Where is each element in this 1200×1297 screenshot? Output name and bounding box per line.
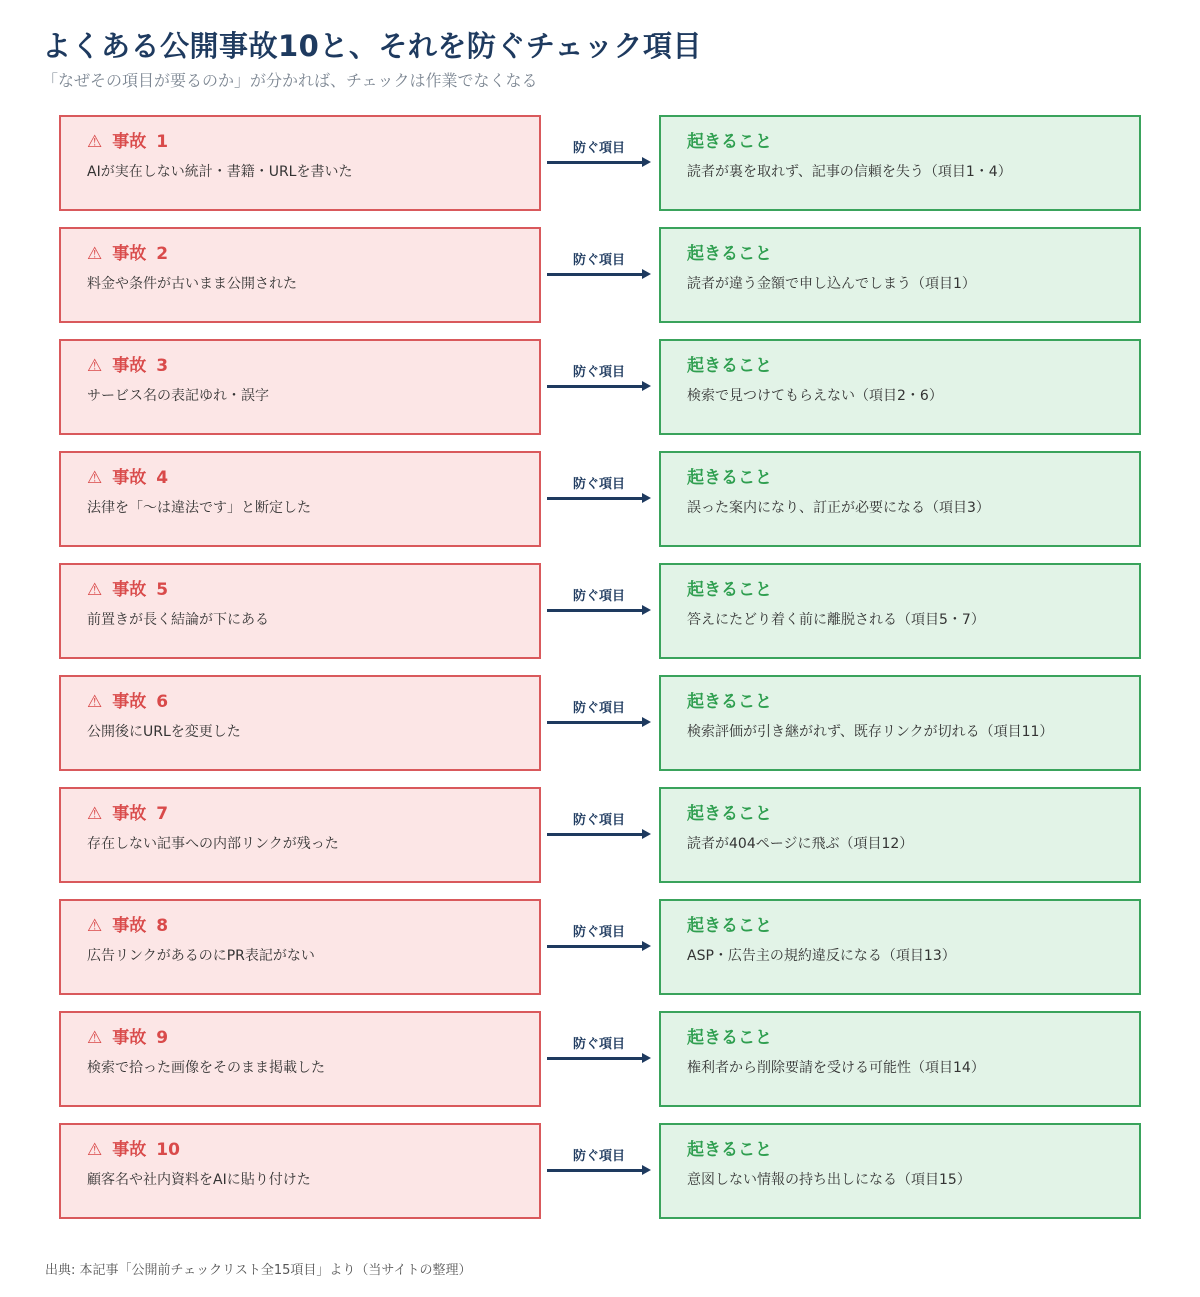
incident-row [0,563,1200,659]
result-card [659,675,1141,771]
arrow-right-icon [547,721,643,724]
result-text: 答えにたどり着く前に離脱される（項目5・7） [687,612,985,628]
arrow-right-icon [547,1169,643,1172]
result-text: 誤った案内になり、訂正が必要になる（項目3） [687,500,990,516]
source-note: 出典: 本記事「公開前チェックリスト全15項目」より（当サイトの整理） [45,1263,472,1278]
incident-card [59,899,541,995]
connector-label: 防ぐ項目 [572,701,625,716]
connector [547,361,655,391]
result-card [659,115,1141,211]
incident-row [0,339,1200,435]
incident-number: 5 [156,580,169,600]
result-card [659,899,1141,995]
incident-row [0,1011,1200,1107]
arrow-right-icon [547,1057,643,1060]
warning-icon: ⚠ [87,468,103,488]
incident-prefix: 事故 [112,356,147,376]
incident-prefix: 事故 [112,244,147,264]
page-title: よくある公開事故10と、それを防ぐチェック項目 [42,29,702,63]
warning-icon: ⚠ [87,580,103,600]
incident-title [87,355,513,377]
connector [547,137,655,167]
incident-card [59,787,541,883]
incident-card [59,227,541,323]
incident-card [59,115,541,211]
result-title: 起きること [687,244,772,264]
result-card [659,1011,1141,1107]
incident-prefix: 事故 [112,1140,147,1160]
result-card [659,563,1141,659]
incident-text: 広告リンクがあるのにPR表記がない [87,948,315,964]
incident-number: 1 [156,132,169,152]
warning-icon: ⚠ [87,132,103,152]
incident-prefix: 事故 [112,132,147,152]
incident-number: 10 [156,1140,180,1160]
result-title: 起きること [687,804,772,824]
connector-label: 防ぐ項目 [572,141,625,156]
connector [547,1033,655,1063]
incident-text: サービス名の表記ゆれ・誤字 [87,388,269,404]
result-card [659,451,1141,547]
result-text: ASP・広告主の規約違反になる（項目13） [687,948,956,964]
incident-text: 法律を「〜は違法です」と断定した [87,500,311,516]
incident-title [87,691,513,713]
result-text: 意図しない情報の持ち出しになる（項目15） [687,1172,971,1188]
incident-card [59,339,541,435]
incident-title [87,243,513,265]
result-title: 起きること [687,916,772,936]
incident-card [59,1123,541,1219]
connector [547,697,655,727]
incident-row [0,115,1200,211]
connector-label: 防ぐ項目 [572,925,625,940]
result-title: 起きること [687,132,772,152]
connector [547,921,655,951]
result-title: 起きること [687,356,772,376]
incident-card [59,675,541,771]
arrow-right-icon [547,161,643,164]
warning-icon: ⚠ [87,916,103,936]
result-title: 起きること [687,468,772,488]
result-text: 権利者から削除要請を受ける可能性（項目14） [687,1060,985,1076]
incident-prefix: 事故 [112,916,147,936]
incident-prefix: 事故 [112,468,147,488]
incident-number: 7 [156,804,169,824]
arrow-head [642,1053,651,1063]
arrow-head [642,1165,651,1175]
incident-text: 顧客名や社内資料をAIに貼り付けた [87,1172,311,1188]
warning-icon: ⚠ [87,804,103,824]
result-title: 起きること [687,692,772,712]
result-title: 起きること [687,1140,772,1160]
incident-text: AIが実在しない統計・書籍・URLを書いた [87,164,353,180]
warning-icon: ⚠ [87,692,103,712]
incident-text: 料金や条件が古いまま公開された [87,276,297,292]
incident-row [0,787,1200,883]
arrow-head [642,157,651,167]
arrow-right-icon [547,833,643,836]
result-text: 検索評価が引き継がれず、既存リンクが切れる（項目11） [687,724,1054,740]
incident-title [87,131,513,153]
incident-row [0,675,1200,771]
result-card [659,227,1141,323]
arrow-right-icon [547,273,643,276]
incident-number: 2 [156,244,169,264]
incident-text: 前置きが長く結論が下にある [87,612,269,628]
incident-card [59,1011,541,1107]
incident-row [0,227,1200,323]
result-card [659,1123,1141,1219]
incident-text: 検索で拾った画像をそのまま掲載した [87,1060,325,1076]
result-title: 起きること [687,1028,772,1048]
incident-prefix: 事故 [112,692,147,712]
arrow-head [642,941,651,951]
arrow-head [642,829,651,839]
incident-number: 6 [156,692,169,712]
arrow-right-icon [547,497,643,500]
arrow-head [642,381,651,391]
warning-icon: ⚠ [87,244,103,264]
result-text: 読者が裏を取れず、記事の信頼を失う（項目1・4） [687,164,1012,180]
warning-icon: ⚠ [87,1140,103,1160]
incident-title [87,467,513,489]
incident-card [59,563,541,659]
result-card [659,339,1141,435]
incident-row [0,1123,1200,1219]
incident-prefix: 事故 [112,804,147,824]
incident-title [87,1027,513,1049]
incident-text: 存在しない記事への内部リンクが残った [87,836,339,852]
incident-text: 公開後にURLを変更した [87,724,241,740]
incident-title [87,1139,513,1161]
connector [547,473,655,503]
connector-label: 防ぐ項目 [572,813,625,828]
connector-label: 防ぐ項目 [572,477,625,492]
incident-prefix: 事故 [112,1028,147,1048]
incident-row [0,451,1200,547]
connector [547,809,655,839]
incident-card [59,451,541,547]
connector [547,249,655,279]
arrow-head [642,605,651,615]
result-title: 起きること [687,580,772,600]
arrow-right-icon [547,385,643,388]
arrow-right-icon [547,609,643,612]
result-card [659,787,1141,883]
incident-number: 3 [156,356,169,376]
incident-prefix: 事故 [112,580,147,600]
incident-title [87,579,513,601]
incident-title [87,803,513,825]
arrow-head [642,493,651,503]
result-text: 読者が違う金額で申し込んでしまう（項目1） [687,276,976,292]
arrow-head [642,269,651,279]
warning-icon: ⚠ [87,356,103,376]
connector-label: 防ぐ項目 [572,589,625,604]
connector-label: 防ぐ項目 [572,1149,625,1164]
page-subtitle: 「なぜその項目が要るのか」が分かれば、チェックは作業でなくなる [42,71,538,90]
connector-label: 防ぐ項目 [572,365,625,380]
result-text: 検索で見つけてもらえない（項目2・6） [687,388,943,404]
incident-number: 8 [156,916,169,936]
result-text: 読者が404ページに飛ぶ（項目12） [687,836,914,852]
incident-row [0,899,1200,995]
connector-label: 防ぐ項目 [572,253,625,268]
incident-number: 4 [156,468,169,488]
connector [547,1145,655,1175]
incident-title [87,915,513,937]
warning-icon: ⚠ [87,1028,103,1048]
arrow-head [642,717,651,727]
connector-label: 防ぐ項目 [572,1037,625,1052]
arrow-right-icon [547,945,643,948]
incident-number: 9 [156,1028,169,1048]
connector [547,585,655,615]
